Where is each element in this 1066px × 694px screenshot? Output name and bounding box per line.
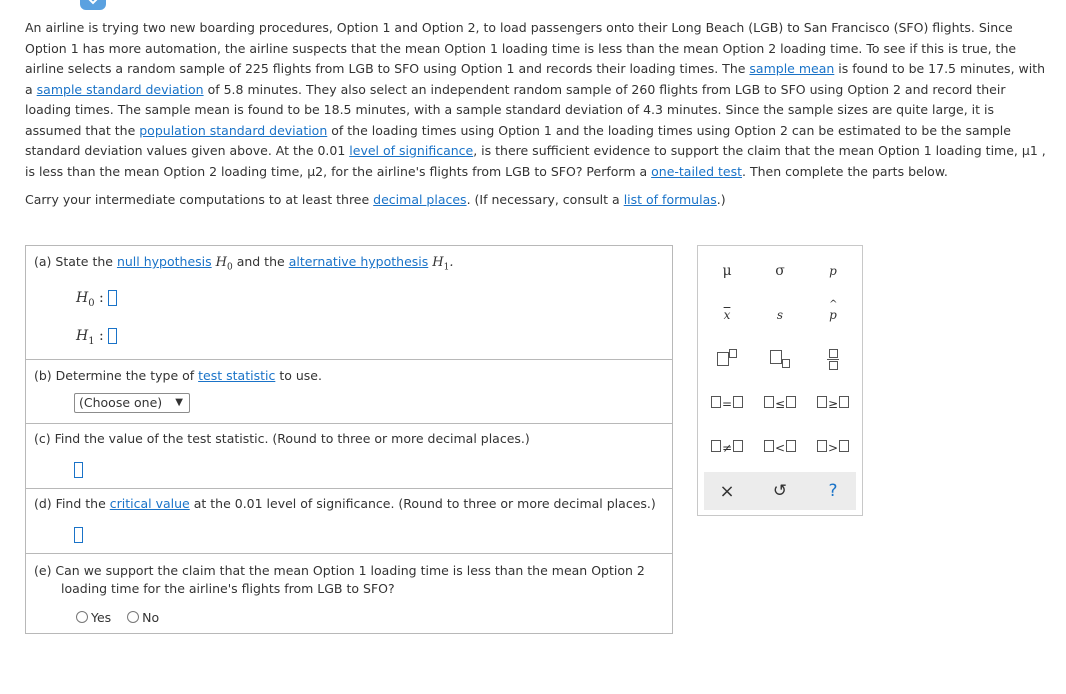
- link-test-statistic[interactable]: test statistic: [198, 368, 276, 383]
- part-c: [26, 424, 672, 489]
- yes-no-group: Yes No: [76, 610, 159, 625]
- part-c-prompt: (c) Find the value of the test statistic. (Round to three or more decimal places.): [34, 431, 530, 446]
- problem-text: , is there sufficient evidence to support the claim that the mean Option 1 loading time, μ1 , is less than the mean Option 2 loading time, μ2, for the airline's flights from LGB to SFO? Perform a: [25, 143, 1046, 179]
- superscript-button[interactable]: [706, 344, 748, 374]
- part-d: [26, 489, 672, 554]
- symbol-palette: [697, 245, 863, 516]
- link-decimal-places[interactable]: decimal places: [373, 192, 467, 207]
- test-statistic-input[interactable]: [74, 462, 83, 478]
- link-alternative-hypothesis[interactable]: alternative hypothesis: [288, 254, 429, 269]
- part-a-prompt: (a) State the null hypothesis $H_0$ and the alternative hypothesis $H_1$.: [34, 254, 454, 273]
- part-e: [26, 554, 672, 634]
- p-hat-button[interactable]: p ^: [829, 299, 838, 322]
- less-than-button[interactable]: <: [759, 432, 801, 462]
- link-significance[interactable]: level of significance: [349, 143, 474, 158]
- h1-input[interactable]: [108, 328, 117, 344]
- test-statistic-select[interactable]: (Choose one) ▼: [74, 393, 190, 413]
- leq-button[interactable]: ≤: [759, 388, 801, 418]
- link-list-of-formulas[interactable]: list of formulas: [623, 192, 717, 207]
- problem-text: of the loading times using Option 1 and the loading times using Option 2 can be estimated to be the sample standard deviation values given above. At the 0.01: [25, 122, 1011, 158]
- question-box: [25, 245, 673, 634]
- link-sample-mean[interactable]: sample mean: [749, 61, 835, 76]
- problem-text: . Then complete the parts below.: [742, 163, 948, 179]
- geq-button[interactable]: ≥: [812, 388, 854, 418]
- carry-instructions: Carry your intermediate computations to at least three decimal places. (If necessary, consult a list of formulas.): [25, 192, 726, 207]
- h1-row: $H_1$ :: [76, 328, 117, 347]
- yes-radio[interactable]: [76, 611, 88, 623]
- part-a: [26, 246, 672, 360]
- palette-action-bar: [704, 472, 856, 510]
- h0-row: $H_0$ :: [76, 290, 117, 309]
- subscript-button[interactable]: [759, 344, 801, 374]
- link-critical-value[interactable]: critical value: [109, 496, 190, 511]
- greater-than-button[interactable]: >: [812, 432, 854, 462]
- help-icon[interactable]: ?: [828, 481, 838, 501]
- not-equal-button[interactable]: ≠: [706, 432, 748, 462]
- equals-button[interactable]: =: [706, 388, 748, 418]
- fraction-button[interactable]: [812, 344, 854, 374]
- undo-icon[interactable]: ↺: [772, 481, 788, 501]
- problem-text: of 5.8 minutes. They also select an independent random sample of 260 flights from LGB to SFO using Option 2 and record their loading times. The sample mean is found to be 18.5 minutes, with a sample standard deviation of 4.3 minutes. Since the sample sizes are quite large, it is assumed that the: [25, 81, 1006, 138]
- sigma-button[interactable]: σ: [775, 263, 785, 279]
- problem-statement: [25, 18, 1050, 211]
- part-b: [26, 360, 672, 424]
- no-radio[interactable]: [127, 611, 139, 623]
- link-one-tailed-test[interactable]: one-tailed test: [651, 163, 743, 179]
- s-button[interactable]: s: [776, 308, 784, 322]
- mu-button[interactable]: μ: [722, 263, 732, 279]
- h0-input[interactable]: [108, 290, 117, 306]
- x-bar-button[interactable]: $\overline{x}$: [723, 308, 731, 322]
- clear-icon[interactable]: ×: [719, 480, 735, 502]
- link-population-sd[interactable]: population standard deviation: [139, 122, 328, 138]
- part-d-prompt: (d) Find the critical value at the 0.01 level of significance. (Round to three or more decimal places.): [34, 496, 656, 511]
- part-e-prompt: (e) Can we support the claim that the mean Option 1 loading time is less than the mean Option 2 loading time for the airline's flights from LGB to SFO?: [34, 563, 645, 596]
- problem-text: An airline is trying two new boarding procedures, Option 1 and Option 2, to load passengers onto their Long Beach (LGB) to San Francisco (SFO) flights. Since Option 1 has more automation, the airline suspects that the mean Option 1 loading time is less than the mean Option 2 loading time. To see if this is true, the airline selects a random sample of 225 flights from LGB to SFO using Option 1 and records their loading times. The: [25, 20, 1017, 76]
- problem-text: is found to be 17.5 minutes, with a: [25, 61, 1046, 97]
- chevron-down-icon: [87, 0, 99, 5]
- link-sample-sd[interactable]: sample standard deviation: [36, 81, 204, 97]
- collapse-tab[interactable]: [80, 0, 106, 10]
- dropdown-arrow-icon: ▼: [175, 397, 183, 408]
- p-button[interactable]: p: [829, 264, 837, 278]
- link-null-hypothesis[interactable]: null hypothesis: [116, 254, 212, 269]
- part-b-prompt: (b) Determine the type of test statistic to use.: [34, 368, 322, 383]
- critical-value-input[interactable]: [74, 527, 83, 543]
